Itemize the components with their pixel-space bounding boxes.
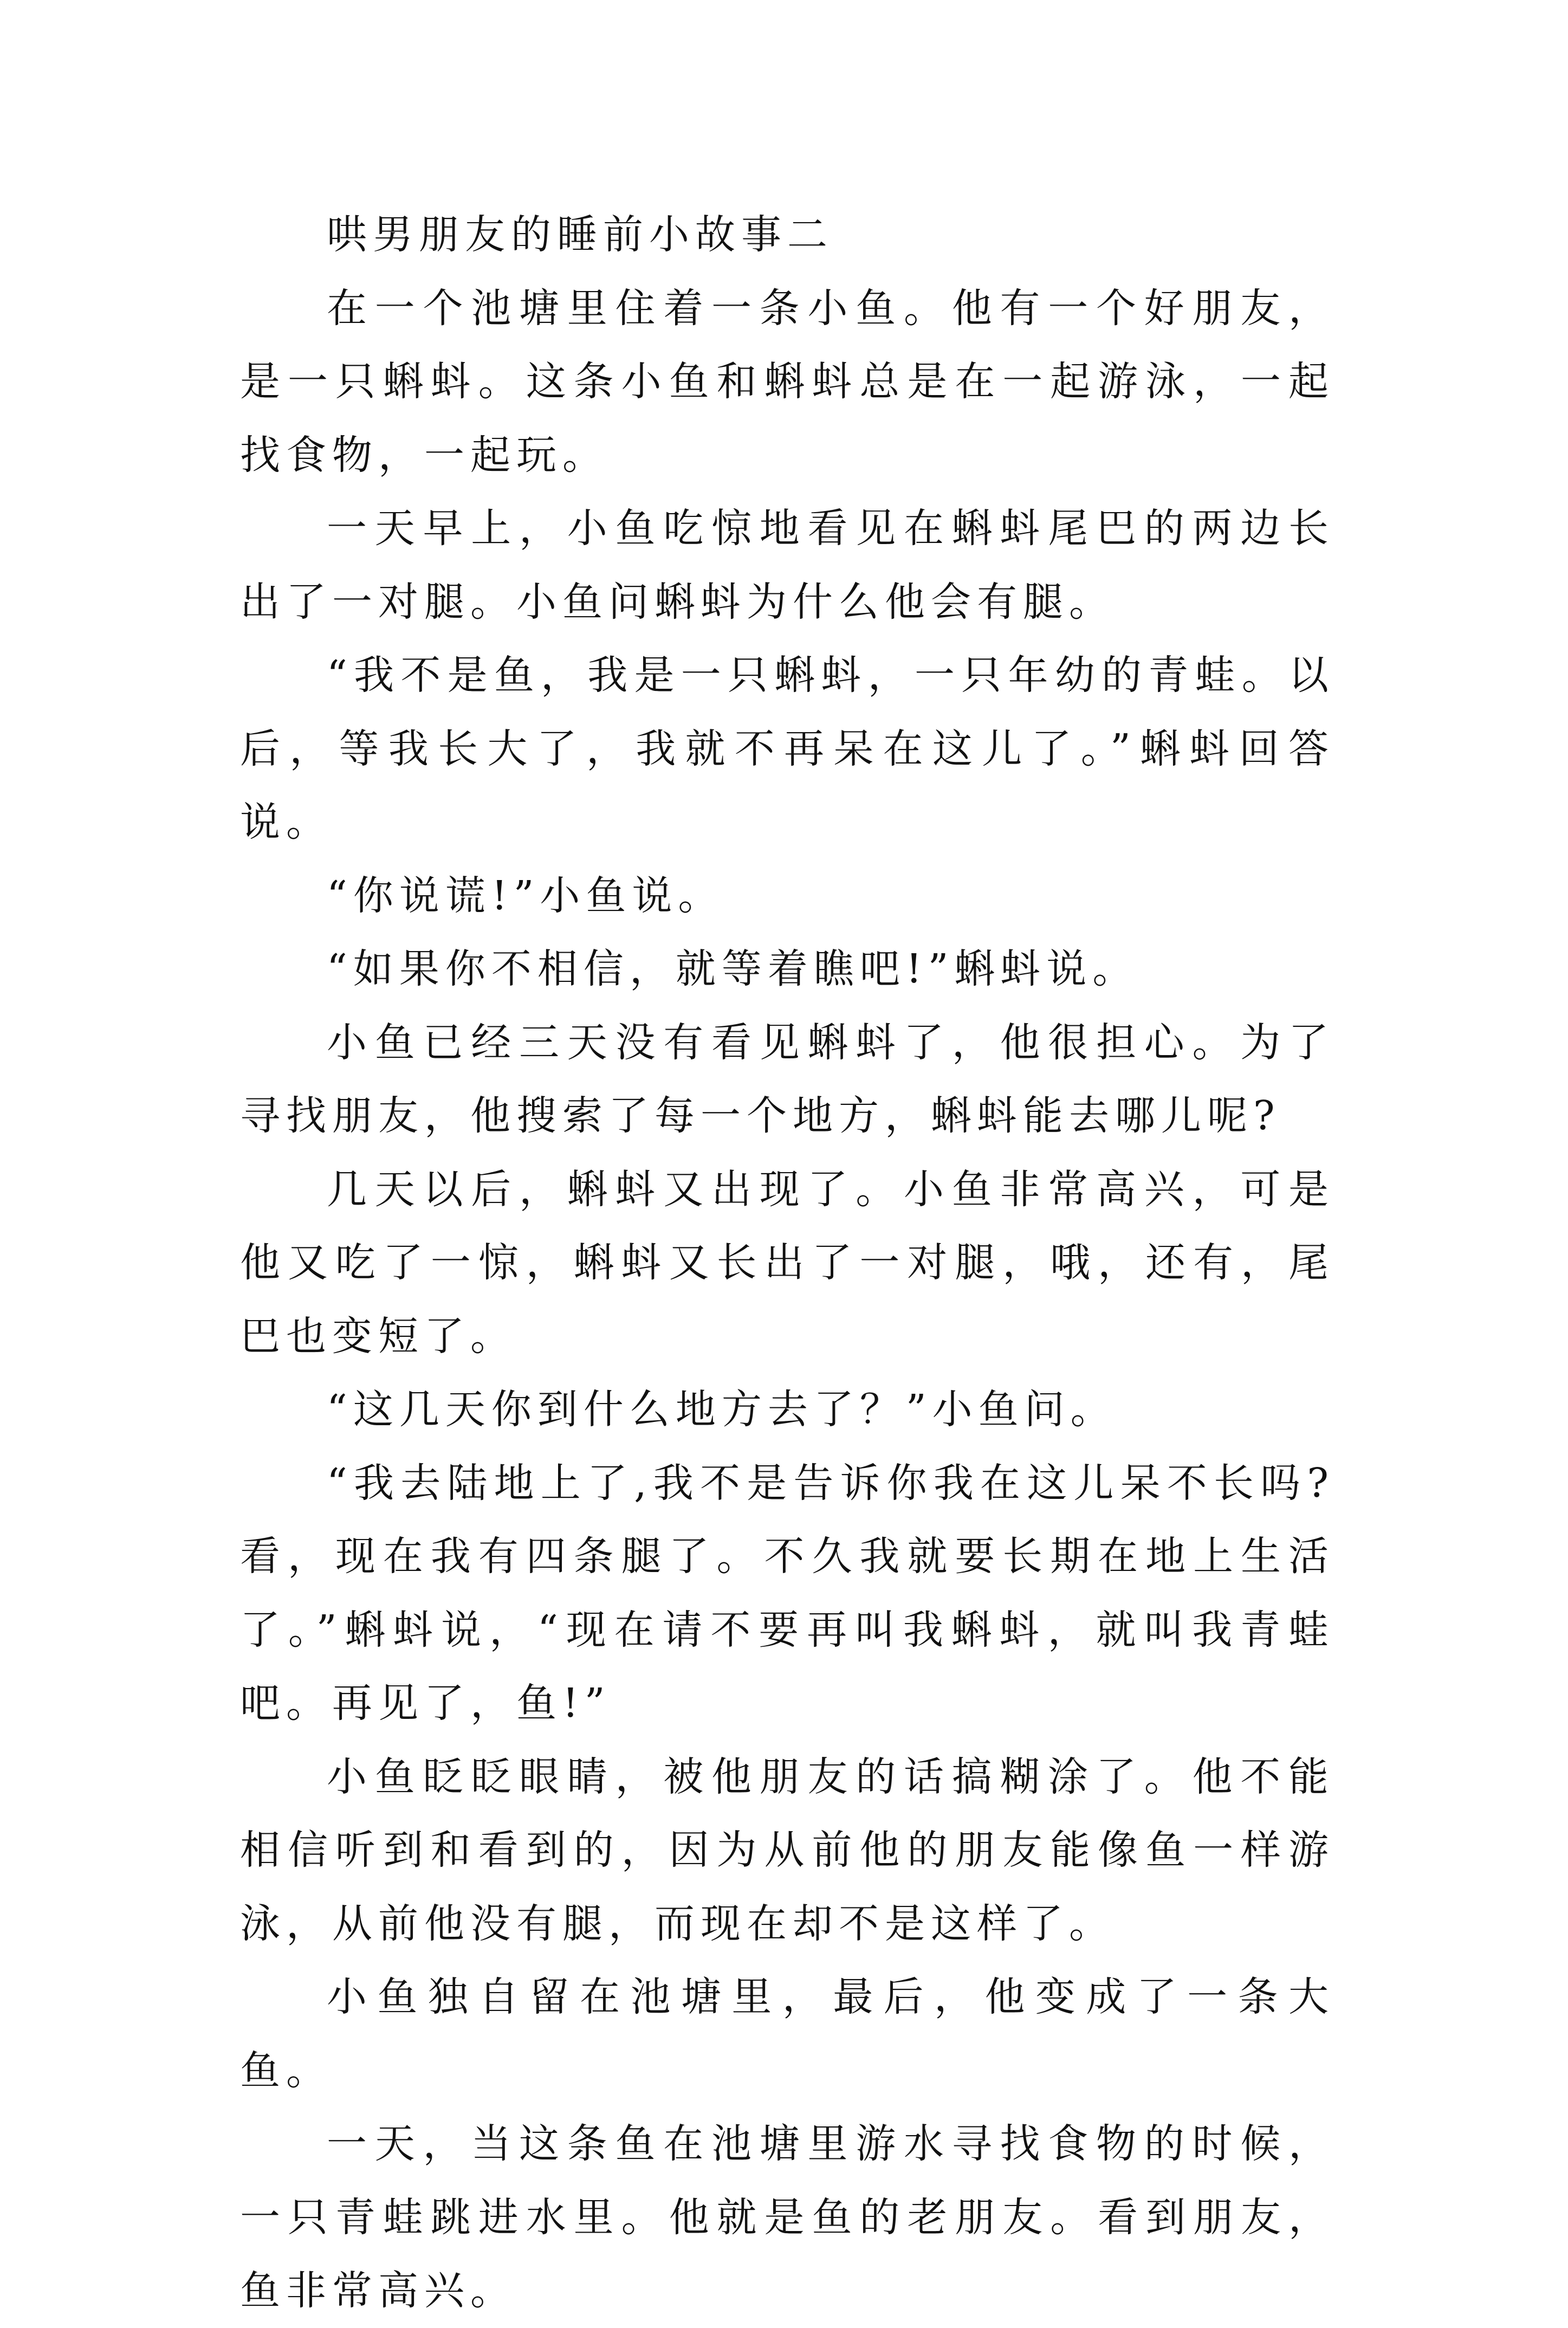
story-title: 哄男朋友的睡前小故事二	[327, 211, 833, 258]
paragraph: “如果你不相信，就等着瞧吧!”蝌蚪说。	[327, 946, 1139, 992]
paragraph: 一天，当这条鱼在池塘里游水寻找食物的时候，一只青蛙跳进水里。他就是鱼的老朋友。看到朋友，鱼非常高兴。	[240, 2120, 1334, 2314]
paragraph: 小鱼眨眨眼睛，被他朋友的话搞糊涂了。他不能相信听到和看到的，因为从前他的朋友能像鱼一样游泳，从前他没有腿，而现在却不是这样了。	[240, 1753, 1334, 1947]
paragraph: “我不是鱼，我是一只蝌蚪，一只年幼的青蛙。以后，等我长大了，我就不再呆在这儿了。”蝌蚪回答说。	[240, 652, 1334, 845]
paragraph: “你说谎!”小鱼说。	[327, 872, 724, 919]
paragraph: 小鱼已经三天没有看见蝌蚪了，他很担心。为了寻找朋友，他搜索了每一个地方，蝌蚪能去哪儿呢?	[240, 1019, 1334, 1139]
document-body	[240, 198, 1334, 2328]
paragraph: “这几天你到什么地方去了？”小鱼问。	[327, 1386, 1117, 1433]
paragraph: “我去陆地上了,我不是告诉你我在这儿呆不长吗?看，现在我有四条腿了。不久我就要长期在地上生活了。”蝌蚪说，“现在请不要再叫我蝌蚪，就叫我青蛙吧。再见了，鱼!”	[240, 1459, 1334, 1726]
paragraph: 一天早上，小鱼吃惊地看见在蝌蚪尾巴的两边长出了一对腿。小鱼问蝌蚪为什么他会有腿。	[240, 505, 1334, 625]
paragraph: 几天以后，蝌蚪又出现了。小鱼非常高兴，可是他又吃了一惊，蝌蚪又长出了一对腿，哦，还有，尾巴也变短了。	[240, 1166, 1334, 1360]
paragraph: 小鱼独自留在池塘里，最后，他变成了一条大鱼。	[240, 1974, 1334, 2094]
paragraph: 在一个池塘里住着一条小鱼。他有一个好朋友，是一只蝌蚪。这条小鱼和蝌蚪总是在一起游泳，一起找食物，一起玩。	[240, 284, 1334, 478]
